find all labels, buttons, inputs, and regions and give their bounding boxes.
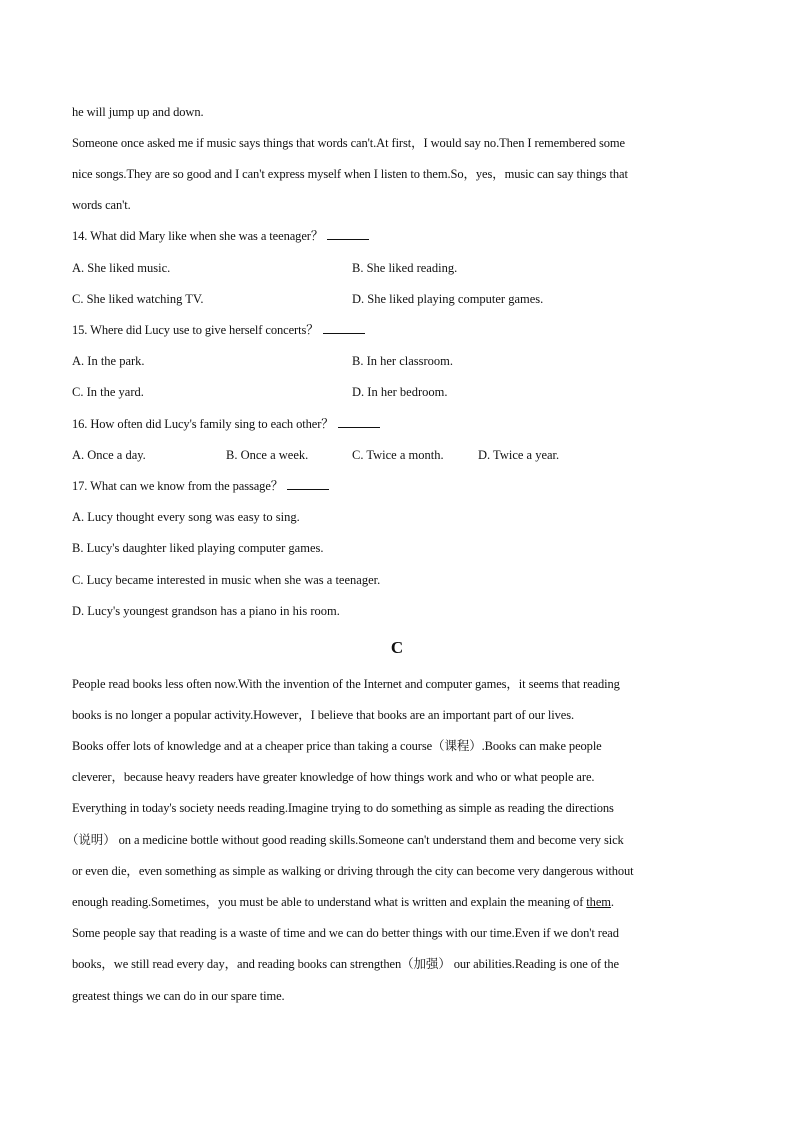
underlined-word: them [586,895,611,909]
passage-line: books，we still read every day，and reading books can strengthen（加强） our abilities.Reading is one of the [72,957,619,971]
q16-option-a: A. Once a day. [72,448,146,462]
q14-option-a: A. She liked music. [72,261,171,275]
answer-blank [287,479,329,490]
answer-blank [338,417,380,428]
passage-line: Books offer lots of knowledge and at a cheaper price than taking a course（课程）.Books can make people [72,739,602,753]
q14-option-d: D. She liked playing computer games. [352,292,544,306]
answer-blank [327,229,369,240]
q16-option-b: B. Once a week. [226,448,309,462]
question-16-stem: 16. How often did Lucy's family sing to each other？ [72,416,380,432]
passage-line: People read books less often now.With the invention of the Internet and computer games，it seems that reading [72,677,620,691]
passage-line: Everything in today's society needs reading.Imagine trying to do something as simple as reading the directions [72,801,614,815]
passage-line: （说明） on a medicine bottle without good reading skills.Someone can't understand them and become very sick [66,833,624,847]
q14-option-b: B. She liked reading. [352,261,458,275]
section-heading: C [390,638,404,657]
passage-line: or even die，even something as simple as walking or driving through the city can become very dangerous without [72,864,634,878]
q17-option-d: D. Lucy's youngest grandson has a piano in his room. [72,604,340,618]
passage-line: words can't. [72,198,131,212]
q15-option-a: A. In the park. [72,354,145,368]
q16-option-d: D. Twice a year. [478,448,560,462]
answer-blank [323,323,365,334]
passage-line: Some people say that reading is a waste of time and we can do better things with our time.Even if we don't read [72,926,619,940]
question-15-stem: 15. Where did Lucy use to give herself concerts？ [72,322,365,338]
q15-option-c: C. In the yard. [72,385,144,399]
passage-line: cleverer，because heavy readers have greater knowledge of how things work and who or what people are. [72,770,595,784]
question-17-stem: 17. What can we know from the passage？ [72,478,329,494]
q17-option-a: A. Lucy thought every song was easy to sing. [72,510,300,524]
passage-line: he will jump up and down. [72,105,204,119]
q17-option-b: B. Lucy's daughter liked playing computer games. [72,541,324,555]
passage-line: nice songs.They are so good and I can't express myself when I listen to them.So，yes，music can say things that [72,167,628,181]
q17-option-c: C. Lucy became interested in music when she was a teenager. [72,573,381,587]
q16-option-c: C. Twice a month. [352,448,444,462]
question-14-stem: 14. What did Mary like when she was a teenager？ [72,228,369,244]
q14-option-c: C. She liked watching TV. [72,292,204,306]
passage-line: enough reading.Sometimes，you must be able to understand what is written and explain the meaning of them. [72,895,614,909]
passage-line: Someone once asked me if music says things that words can't.At first，I would say no.Then I remembered some [72,136,625,150]
passage-line: greatest things we can do in our spare time. [72,989,285,1003]
q15-option-b: B. In her classroom. [352,354,454,368]
passage-line: books is no longer a popular activity.However，I believe that books are an important part of our lives. [72,708,575,722]
q15-option-d: D. In her bedroom. [352,385,448,399]
